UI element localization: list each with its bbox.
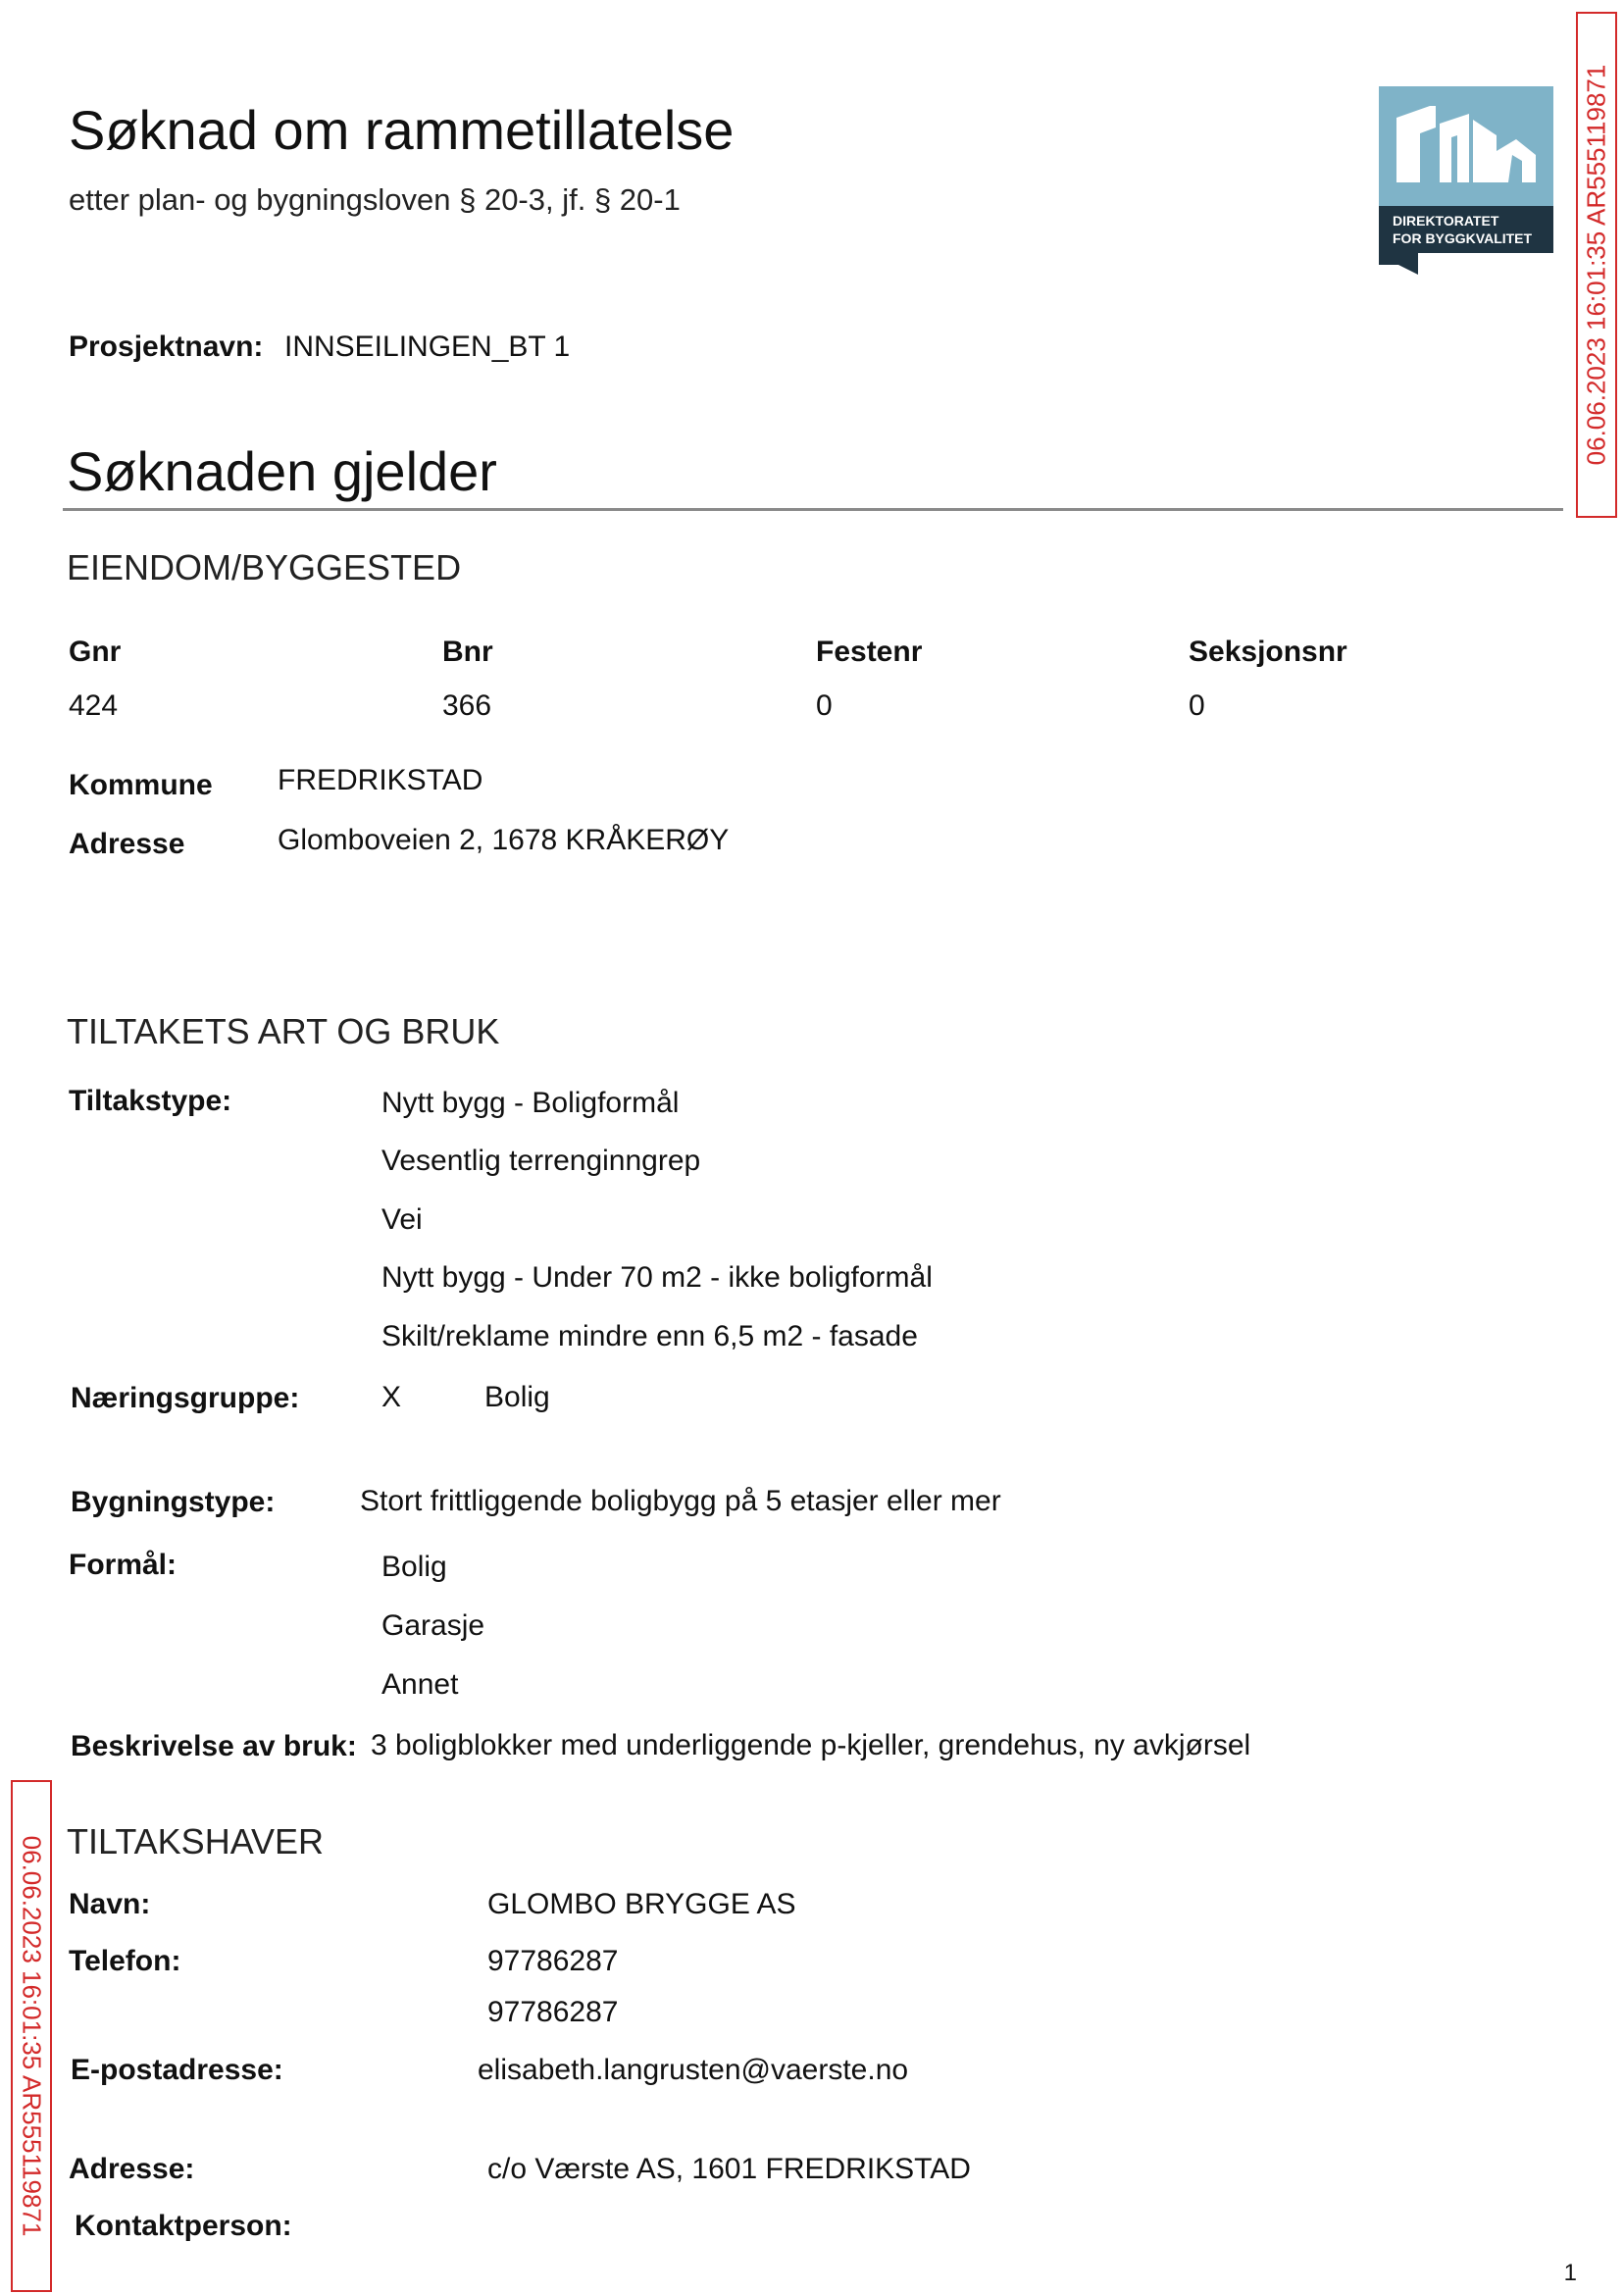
festenr-value: 0 (816, 689, 833, 722)
document-subtitle: etter plan- og bygningsloven § 20-3, jf. § 20-1 (69, 182, 681, 217)
formal-item: Annet (381, 1668, 459, 1701)
gnr-label: Gnr (69, 636, 122, 668)
formal-item: Bolig (381, 1551, 447, 1583)
bygningstype-value: Stort frittliggende boligbygg på 5 etasjer eller mer (360, 1485, 1001, 1517)
tiltakshaver-adresse-label: Adresse: (69, 2153, 195, 2185)
property-heading: EIENDOM/BYGGESTED (67, 547, 462, 587)
tiltakstype-item: Skilt/reklame mindre enn 6,5 m2 - fasade (381, 1320, 918, 1352)
tiltakstype-item: Nytt bygg - Under 70 m2 - ikke boligformål (381, 1261, 933, 1294)
section-title: Søknaden gjelder (67, 440, 497, 502)
adresse-label: Adresse (69, 828, 185, 860)
archive-stamp-text: 06.06.2023 16:01:35 AR555119871 (1581, 64, 1611, 466)
formal-item: Garasje (381, 1609, 485, 1642)
dibk-logo-graphic (1379, 86, 1553, 275)
beskrivelse-bruk-value: 3 boligblokker med underliggende p-kjeller, grendehus, ny avkjørsel (371, 1729, 1251, 1761)
naeringsgruppe-value: Bolig (484, 1381, 550, 1413)
telefon-label: Telefon: (69, 1945, 181, 1977)
adresse-value: Glomboveien 2, 1678 KRÅKERØY (278, 824, 730, 856)
kommune-value: FREDRIKSTAD (278, 764, 483, 796)
naeringsgruppe-code: X (381, 1381, 402, 1413)
archive-stamp-left (11, 1780, 52, 2292)
dibk-logo (1379, 86, 1553, 275)
project-name-value: INNSEILINGEN_BT 1 (284, 331, 571, 363)
tiltakstype-item: Vei (381, 1203, 423, 1236)
naeringsgruppe-label: Næringsgruppe: (71, 1382, 300, 1414)
document-title: Søknad om rammetillatelse (69, 99, 735, 161)
epost-value: elisabeth.langrusten@vaerste.no (478, 2054, 909, 2086)
archive-stamp-text: 06.06.2023 16:01:35 AR555119871 (17, 1835, 47, 2237)
tiltakstype-item: Vesentlig terrenginngrep (381, 1145, 701, 1177)
beskrivelse-bruk-label: Beskrivelse av bruk: (71, 1730, 357, 1762)
formal-label: Formål: (69, 1549, 178, 1581)
tiltakstype-label: Tiltakstype: (69, 1085, 232, 1117)
tiltakshaver-heading: TILTAKSHAVER (67, 1821, 325, 1861)
navn-label: Navn: (69, 1888, 151, 1920)
logo-text-line2: FOR BYGGKVALITET (1393, 230, 1533, 246)
kommune-label: Kommune (69, 769, 213, 801)
festenr-label: Festenr (816, 636, 923, 668)
tiltakstype-item: Nytt bygg - Boligformål (381, 1087, 680, 1119)
archive-stamp-top (1576, 12, 1617, 518)
seksjonsnr-label: Seksjonsnr (1189, 636, 1347, 668)
project-name-label: Prosjektnavn: (69, 331, 264, 363)
gnr-value: 424 (69, 689, 119, 722)
bnr-value: 366 (442, 689, 492, 722)
page-number: 1 (1563, 2260, 1577, 2286)
section-divider (63, 508, 1563, 511)
seksjonsnr-value: 0 (1189, 689, 1205, 722)
bnr-label: Bnr (442, 636, 493, 668)
telefon-value: 97786287 (487, 1996, 619, 2028)
kontaktperson-label: Kontaktperson: (75, 2210, 292, 2242)
epost-label: E-postadresse: (71, 2054, 283, 2086)
tiltakshaver-adresse-value: c/o Værste AS, 1601 FREDRIKSTAD (487, 2153, 971, 2185)
tiltak-heading: TILTAKETS ART OG BRUK (67, 1011, 500, 1051)
navn-value: GLOMBO BRYGGE AS (487, 1888, 796, 1920)
logo-text-line1: DIREKTORATET (1393, 213, 1499, 229)
telefon-value: 97786287 (487, 1945, 619, 1977)
bygningstype-label: Bygningstype: (71, 1486, 276, 1518)
